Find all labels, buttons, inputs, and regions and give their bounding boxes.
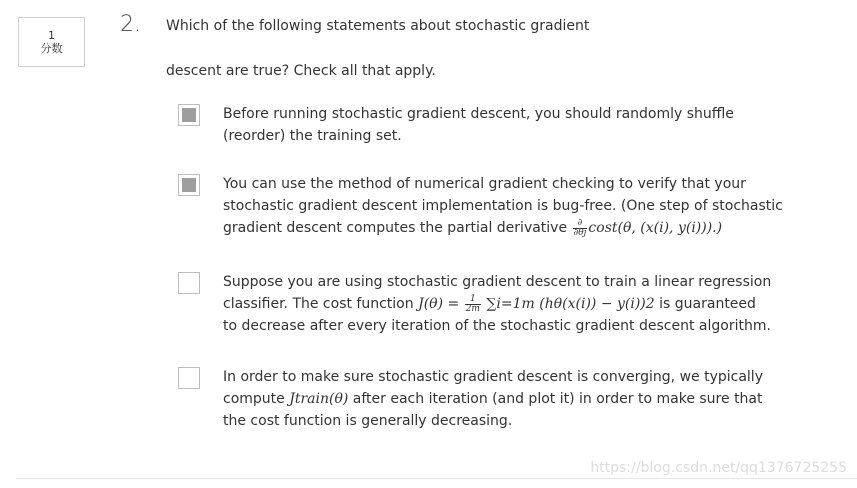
option-2-line3 (223, 217, 798, 239)
option-1-checkbox[interactable] (178, 104, 200, 126)
fraction-numerator: 1 (465, 295, 481, 305)
question-text-line2: descent are true? Check all that apply. (166, 63, 436, 79)
watermark: https://blog.csdn.net/qq1376725255 (590, 460, 847, 476)
cost-fraction (465, 295, 481, 314)
option-4-line2-suffix: after each iteration (and plot it) in order to make sure that (352, 391, 763, 407)
checkbox-check-mark (182, 178, 196, 192)
option-3-line1: Suppose you are using stochastic gradient descent to train a linear regression (223, 274, 772, 290)
question-text-line1: Which of the following statements about stochastic gradient (166, 18, 590, 34)
option-2-text (223, 173, 798, 239)
option-3-line2-prefix: classifier. The cost function (223, 296, 414, 312)
option-3-text (223, 271, 798, 337)
score-box (18, 17, 85, 67)
option-1-line1: Before running stochastic gradient descent, you should randomly shuffle (223, 106, 734, 122)
question-number: 2. (120, 12, 141, 37)
option-2-line2: stochastic gradient descent implementation is bug-free. (One step of stochastic (223, 198, 783, 214)
option-3-line3: to decrease after every iteration of the stochastic gradient descent algorithm. (223, 318, 771, 334)
cost-function-lhs: J(θ) = (418, 296, 460, 312)
option-3-checkbox[interactable] (178, 272, 200, 294)
score-value: 1 (48, 29, 55, 42)
option-4-line2 (223, 388, 798, 410)
option-2-checkbox[interactable] (178, 174, 200, 196)
option-2-line3-prefix: gradient descent computes the partial derivative (223, 220, 568, 236)
option-3-line2-suffix: is guaranteed (659, 296, 756, 312)
option-4-text (223, 366, 798, 432)
fraction-denominator: ∂θj (573, 227, 587, 238)
bottom-divider (16, 478, 857, 479)
option-4-checkbox[interactable] (178, 367, 200, 389)
fraction-denominator: 2m (465, 303, 480, 314)
cost-function-sum: ∑i=1m (hθ(x(i)) − y(i))2 (486, 296, 655, 312)
option-2-line1: You can use the method of numerical gradient checking to verify that your (223, 176, 746, 192)
option-4-line2-prefix: compute (223, 391, 285, 407)
option-4-line1: In order to make sure stochastic gradient descent is converging, we typically (223, 369, 763, 385)
jtrain-math: Jtrain(θ) (289, 391, 349, 407)
cost-function-math: cost(θ, (x(i), y(i))).) (588, 220, 723, 236)
option-3-line2 (223, 293, 798, 315)
fraction-numerator: ∂ (573, 219, 588, 229)
partial-derivative-fraction (573, 219, 588, 238)
option-4-line3: the cost function is generally decreasing. (223, 413, 513, 429)
option-1-text (223, 103, 798, 147)
score-label: 分数 (40, 42, 63, 55)
option-1-line2: (reorder) the training set. (223, 128, 402, 144)
checkbox-check-mark (182, 108, 196, 122)
